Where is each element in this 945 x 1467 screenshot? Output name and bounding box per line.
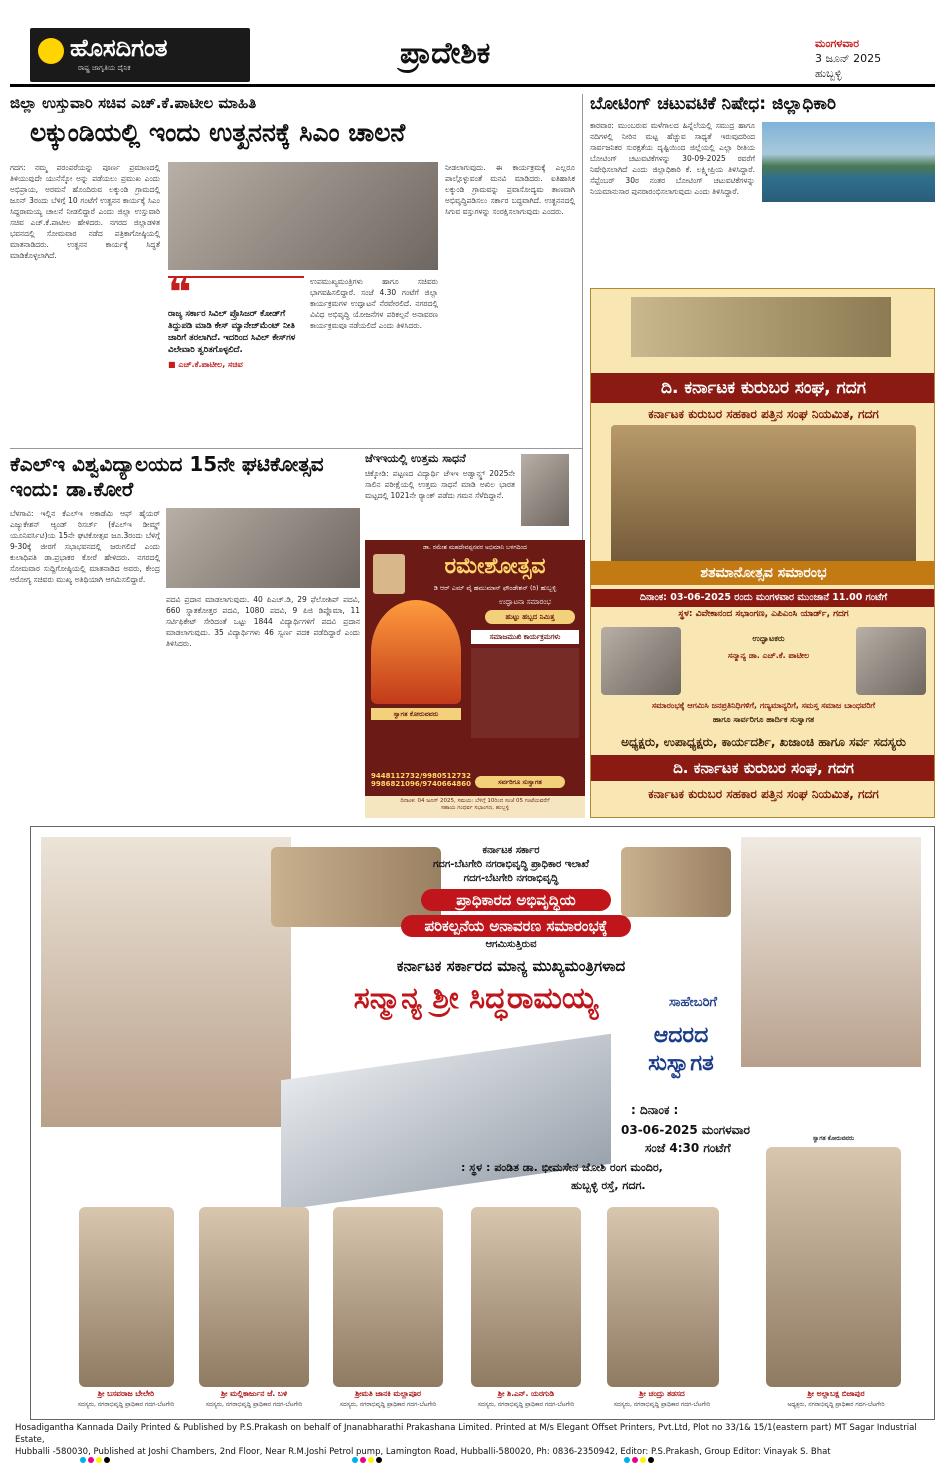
student-photo <box>521 454 569 526</box>
cm-title-line: ಕರ್ನಾಟಕ ಸರ್ಕಾರದ ಮಾನ್ಯ ಮುಖ್ಯಮಂತ್ರಿಗಳಾದ <box>396 957 626 975</box>
welcome-line: ಹಾಗೂ ಸಾರ್ವರಿಗೂ ಹಾರ್ದಿಕ ಸುಸ್ವಾಗತ <box>712 715 815 724</box>
member-role-4: ಸದಸ್ಯರು, ನಗರಾಭಿವೃದ್ಧಿ ಪ್ರಾಧಿಕಾರ ಗದಗ-ಬೆಟಗೇರಿ <box>477 1401 575 1408</box>
highlight-line-2: ಪರಿಕಲ್ಪನೆಯ ಅನಾವರಣ ಸಮಾರಂಭಕ್ಕೆ <box>401 915 631 937</box>
member-portrait-5 <box>607 1207 719 1387</box>
boating-text: ಕಾರವಾರ: ಮುಂಬರುವ ಮಳೆಗಾಲದ ಹಿನ್ನೆಲೆಯಲ್ಲಿ ಸಮುದ್ರ ಹಾಗೂ ನದಿಗಳಲ್ಲಿ ನೀರಿನ ಮಟ್ಟ ಹೆಚ್ಚುವ ಸಾಧ್ಯತೆ ಇರುವುದರಿಂದ ಸಾರ್ವಜನಿಕರ ಸುರಕ್ಷತೆಯ ದೃಷ್ಟಿಯಿಂದ ಜಿಲ್ಲೆಯಲ್ಲಿ ಎಲ್ಲಾ ರೀತಿಯ ಬೋಟಿಂಗ್ ಚಟುವಟಿಕೆಗಳನ್ನು 30-09-2025 ರವರೆಗೆ ನಿಷೇಧಿಸಲಾಗಿದೆ ಎಂದು ಜಿಲ್ಲಾಧಿಕಾರಿ ಕೆ. ಲಕ್ಷ್ಮೀಪ್ರಿಯ ತಿಳಿಸಿದ್ದಾರೆ. ಸೆಪ್ಟೆಂಬರ್ 30ರ ನಂತರ ಬೋಟಿಂಗ್ ಚಟುವಟಿಕೆಗಳನ್ನು ನಿಯಮಾನುಸಾರ ಪುನರಾರಂಭಿಸಲಾಗುವುದು ಎಂದು ತಿಳಿಸಿದ್ದಾರೆ. <box>590 121 755 196</box>
story-lakkundi <box>10 94 575 444</box>
event-time: ಸಂಜೆ 4:30 ಗಂಟೆಗೆ <box>645 1141 731 1155</box>
logo-text: ಹೊಸದಿಗಂತ <box>70 34 168 62</box>
member-role-3: ಸದಸ್ಯರು, ನಗರಾಭಿವೃದ್ಧಿ ಪ್ರಾಧಿಕಾರ ಗದಗ-ಬೆಟಗೇರಿ <box>339 1401 437 1408</box>
jee-headline[interactable]: ಜೆಇಇಯಲ್ಲಿ ಉತ್ತಮ ಸಾಧನೆ <box>365 452 466 465</box>
all-welcome: ಸರ್ವರಿಗೂ ಸುಸ್ವಾಗತ <box>475 776 565 788</box>
couple-photo <box>373 554 405 594</box>
venue-line: ಸಹಾಯ ಗಂಧರ್ವ ಸಭಾಂಗಣ, ಹುಬ್ಬಳ್ಳಿ <box>440 805 510 811</box>
foundation-name: ಡಿ ಆರ್ ಎಮ್ ವೈ ಹಮುಮಾನ್ ಫೌಂಡೇಶನ್ (ರಿ) ಹುಬ್ಬಳ್ಳಿ <box>433 584 557 592</box>
kle-headline[interactable]: ಕೆಎಲ್‌ಇ ವಿಶ್ವವಿದ್ಯಾಲಯದ 15ನೇ ಘಟಿಕೋತ್ಸವ ಇಂದು: ಡಾ.ಕೋರೆ <box>10 452 324 501</box>
invite-line: ಸಮಾರಂಭಕ್ಕೆ ಆಗಮಿಸಿ ಜನಪ್ರತಿನಿಧಿಗಳಿಗೆ, ಗಣ್ಯಮಾನ್ಯರಿಗೆ, ಸಮಸ್ತ ಸಮಾಜ ಬಾಂಧವರಿಗೆ <box>651 701 876 710</box>
kle-press-photo <box>166 508 360 588</box>
jee-text: ಚಿಕ್ಕೋಡಿ: ಪಟ್ಟಣದ ವಿದ್ಯಾರ್ಥಿ ಜೆಇಇ ಅಡ್ವಾನ್ಸ್ಡ್ 2025ನೇ ಸಾಲಿನ ಪರೀಕ್ಷೆಯಲ್ಲಿ ಉತ್ತಮ ಸಾಧನೆ ಮಾಡಿ ಅಖಿಲ ಭಾರತ ಮಟ್ಟದಲ್ಲಿ 1021ನೇ ರ‍್ಯಾಂಕ್ ಪಡೆದು ಗಮನ ಸೆಳೆದಿದ್ದಾನೆ. <box>365 469 515 500</box>
chairman-portrait <box>766 1147 901 1387</box>
date-line: ದಿನಾಂಕ: 04 ಜೂನ್ 2025, ಸಮಯ: ಬೆಳಿಗ್ಗೆ 10ರಿಂದ ಸಂಜೆ 05 ಗಂಟೆಯವರೆಗೆ <box>400 798 550 804</box>
kle-column-1: ಬೆಳಗಾವಿ: ಇಲ್ಲಿನ ಕೆಎಲ್‌ಇ ಅಕಾಡೆಮಿ ಆಫ್ ಹೈಯರ್ ಎಜ್ಯುಕೇಶನ್ ಆ್ಯಂಡ್ ರಿಸರ್ಚ್ (ಕೆಎಲ್‌ಇ ಡೀಮ್ಡ್ ಯೂನಿವರ್ಸಿಟಿ)ಯ 15ನೇ ಘಟಿಕೋತ್ಸವ ಜೂ.3ರಂದು ಬೆಳಿಗ್ಗೆ 9-30ಕ್ಕೆ ಜೀರಗೆ ಸಭಾಭವನದಲ್ಲಿ ಜರುಗಲಿದೆ ಎಂದು ಕುಲಾಧಿಪತಿ ಡಾ.ಪ್ರಭಾಕರ ಕೋರೆ ಹೇಳಿದರು. ನಗರದಲ್ಲಿ ಸೋಮವಾರ ಸುದ್ದಿಗೋಷ್ಠಿಯಲ್ಲಿ ಮಾತನಾಡಿದ ಅವರು, ಕೇಂದ್ರ ಆರೋಗ್ಯ ಸಚಿವರು ಮುಖ್ಯ ಅತಿಥಿಯಾಗಿ ಆಗಮಿಸಲಿದ್ದಾರೆ. <box>10 509 160 584</box>
story-boating <box>590 94 935 284</box>
quote-box: ❝ ರಾಜ್ಯ ಸರ್ಕಾರ ಸಿವಿಲ್ ಪ್ರೊಸಿಜರ್ ಕೋಡ್‌ಗೆ ತಿದ್ದುಪಡಿ ಮಾಡಿ ಕೇಸ್ ಮ್ಯಾನೇಜ್‌ಮೆಂಟ್ ನೀತಿ ಜಾರಿಗೆ ತರಲಾಗಿದೆ. ಇದರಿಂದ ಸಿವಿಲ್ ಕೇಸ್‌ಗಳ ವಿಲೇವಾರಿ ತ್ವರಿತಗೊಳ್ಳಲಿದೆ. ■ ಎಚ್.ಕೆ.ಪಾಟೀಲ, ಸಚಿವ <box>168 276 304 442</box>
org-name-footer-2: ಕರ್ನಾಟಕ ಕುರುಬರ ಸಹಕಾರ ಪತ್ತಿನ ಸಂಘ ನಿಯಮಿತ, ಗದಗ <box>648 787 879 801</box>
event-date: 03-06-2025 ಮಂಗಳವಾರ <box>621 1123 750 1137</box>
kle-column-2: ಪದವಿ ಪ್ರದಾನ ಮಾಡಲಾಗುವುದು. 40 ಪಿಎಚ್.ಡಿ, 29 ಫೆಲೋಶಿಪ್ ಪದವಿ, 660 ಸ್ನಾತಕೋತ್ತರ ಪದವಿ, 1080 ಪದವಿ, 9 ಪಿಜಿ ಡಿಪ್ಲೊಮಾ, 11 ಸರ್ಟಿಫಿಕೇಟ್ ಸೇರಿದಂತೆ ಒಟ್ಟು 1844 ವಿದ್ಯಾರ್ಥಿಗಳಿಗೆ ಪದವಿ ಪ್ರದಾನ ಮಾಡಲಾಗುವುದು. 35 ವಿದ್ಯಾರ್ಥಿಗಳು 46 ಸ್ವರ್ಣ ಪದಕ ಪಡೆದಿದ್ದಾರೆ ಎಂದು ತಿಳಿಸಿದರು. <box>166 595 360 648</box>
story-column-3: ನೀಡಲಾಗುವುದು. ಈ ಕಾರ್ಯಕ್ರಮಕ್ಕೆ ಎಲ್ಲರೂ ಪಾಲ್ಗೊಳ್ಳುವಂತೆ ಮನವಿ ಮಾಡಿದರು. ಐತಿಹಾಸಿಕ ಲಕ್ಕುಂಡಿ ಗ್ರಾಮವನ್ನು ಪ್ರವಾಸೋದ್ಯಮ ತಾಣವಾಗಿ ಅಭಿವೃದ್ಧಿಪಡಿಸಲು ಸರ್ಕಾರ ಬದ್ಧವಾಗಿದೆ. ಉತ್ಖನನದಲ್ಲಿ ಸಿಗುವ ವಸ್ತುಗಳನ್ನು ಸಂರಕ್ಷಿಸಲಾಗುವುದು ಎಂದರು. <box>445 163 575 216</box>
cm-name: ಸನ್ಮಾನ್ಯ ಶ್ರೀ ಸಿದ್ಧರಾಮಯ್ಯ <box>353 981 599 1016</box>
member-name-4: ಶ್ರೀ ಶಿ.ಎನ್. ಯರಗುಡಿ <box>497 1389 555 1398</box>
org-banner-1: ದಿ. ಕರ್ನಾಟಕ ಕುರುಬರ ಸಂಘ, ಗದಗ <box>591 373 935 403</box>
development-render <box>281 1034 611 1210</box>
member-name-5: ಶ್ರೀ ಚಂದ್ರು ತಡಸದ <box>639 1389 685 1398</box>
member-name-2: ಶ್ರೀ ಮಲ್ಲಿಕಾರ್ಜುನ ಜೆ. ಬಳಿ <box>220 1389 288 1398</box>
centenary-title: ಶತಮಾನೋತ್ಸವ ಸಮಾರಂಭ <box>591 561 935 585</box>
sea-boat-photo <box>762 122 935 202</box>
venue-line-2: ಹುಬ್ಬಳ್ಳಿ ರಸ್ತೆ, ಗದಗ. <box>571 1179 646 1192</box>
kuruba-centenary-ad[interactable] <box>590 288 935 818</box>
story-jee <box>365 452 575 536</box>
welcome-word-1: ಆದರದ <box>653 1023 709 1048</box>
member-portrait-3 <box>333 1207 443 1387</box>
authority-line: ಗದಗ-ಬೆಟಗೇರಿ ನಗರಾಭಿವೃದ್ಧಿ <box>463 873 559 884</box>
date-venue-strip <box>365 796 585 818</box>
govt-line: ಕರ್ನಾಟಕ ಸರ್ಕಾರ <box>482 845 540 856</box>
quote-text: ರಾಜ್ಯ ಸರ್ಕಾರ ಸಿವಿಲ್ ಪ್ರೊಸಿಜರ್ ಕೋಡ್‌ಗೆ ತಿದ್ದುಪಡಿ ಮಾಡಿ ಕೇಸ್ ಮ್ಯಾನೇಜ್‌ಮೆಂಟ್ ನೀತಿ ಜಾರಿಗೆ ತರಲಾಗಿದೆ. ಇದರಿಂದ ಸಿವಿಲ್ ಕೇಸ್‌ಗಳ ವಿಲೇವಾರಿ ತ್ವರಿತಗೊಳ್ಳಲಿದೆ. <box>168 309 296 355</box>
imprint-line-1: Hosadigantha Kannada Daily Printed & Published by P.S.Prakash on behalf of Jnanabharathi Prakashana Limited. Printed at M/s Elegant Offset Printers, Pvt.Ltd, Plot no 33/1& 15/1(eastern part) MT Sagar Industrial Estate, <box>15 1423 917 1445</box>
venue-line-1: : ಸ್ಥಳ : ಪಂಡಿತ ಡಾ. ಭೀಮಸೇನ ಜೋಶಿ ರಂಗ ಮಂದಿರ, <box>461 1161 663 1174</box>
rameshotsava-ad[interactable] <box>365 540 585 818</box>
cm-portrait <box>41 837 291 1127</box>
quote-source: ಎಚ್.ಕೆ.ಪಾಟೀಲ, ಸಚಿವ <box>178 360 243 369</box>
member-role-5: ಸದಸ್ಯರು, ನಗರಾಭಿವೃದ್ಧಿ ಪ್ರಾಧಿಕಾರ ಗದಗ-ಬೆಟಗೇರಿ <box>613 1401 711 1408</box>
imprint-line-2: Hubballi -580030, Published at Joshi Chambers, 2nd Floor, Near R.M.Joshi Petrol pump, Lamington Road, Hubballi-580020, Ph: 0836-2350942, Editor: P.S.Prakash, Group Editor: Vinayak S. Bhat <box>15 1447 831 1457</box>
org-name-2: ಕರ್ನಾಟಕ ಕುರುಬರ ಸಹಕಾರ ಪತ್ತಿನ ಸಂಘ ನಿಯಮಿತ, ಗದಗ <box>648 407 879 421</box>
hosts-line: ಅಧ್ಯಕ್ಷರು, ಉಪಾಧ್ಯಕ್ಷರು, ಕಾರ್ಯದರ್ಶಿ, ಖಜಾಂಚಿ ಹಾಗೂ ಸರ್ವ ಸದಸ್ಯರು <box>621 735 906 749</box>
date-block <box>815 36 935 81</box>
inaugurator-label: ಉದ್ಘಾಟಕರು <box>752 634 785 643</box>
programs-list <box>471 648 579 738</box>
registration-marks <box>80 1448 880 1456</box>
member-portrait-4 <box>471 1207 581 1387</box>
welcome-label: ಸ್ವಾಗತ ಕೋರುವವರು <box>371 708 461 720</box>
chairman-role: ಅಧ್ಯಕ್ಷರು, ನಗರಾಭಿವೃದ್ಧಿ ಪ್ರಾಧಿಕಾರ ಗದಗ-ಬೆಟಗೇರಿ <box>787 1401 885 1408</box>
guest-portrait-2 <box>856 627 926 695</box>
ad-top-line: ಡಾ. ರಮೇಶ ಮಹದೇವಪ್ಪನವರ ಅಭಿಮಾನಿ ಬಳಗದಿಂದ <box>423 544 527 551</box>
occasion-pill: ಹುಟ್ಟು ಹಬ್ಬದ ನಿಮಿತ್ತ <box>485 610 575 624</box>
section-divider <box>10 448 582 449</box>
city-name: ಹುಬ್ಬಳ್ಳಿ <box>815 67 842 80</box>
story-kicker: ಜಿಲ್ಲಾ ಉಸ್ತುವಾರಿ ಸಚಿವ ಎಚ್.ಕೆ.ಪಾಟೀಲ ಮಾಹಿತಿ <box>10 94 257 112</box>
boating-headline[interactable]: ಬೋಟಿಂಗ್ ಚಟುವಟಿಕೆ ನಿಷೇಧ: ಜಿಲ್ಲಾಧಿಕಾರಿ <box>590 94 837 114</box>
member-role-2: ಸದಸ್ಯರು, ನಗರಾಭಿವೃದ್ಧಿ ಪ್ರಾಧಿಕಾರ ಗದಗ-ಬೆಟಗೇರಿ <box>205 1401 303 1408</box>
arriving-line: ಆಗಮಿಸುತ್ತಿರುವ <box>485 939 537 950</box>
member-name-1: ಶ್ರೀ ಬಸವರಾಜ ಬೇಲೇರಿ <box>97 1389 155 1398</box>
event-venue: ಸ್ಥಳ: ವಿವೇಕಾನಂದ ಸಭಾಂಗಣ, ಎಪಿಎಂಸಿ ಯಾರ್ಡ್, ಗದಗ <box>678 609 849 619</box>
ad-title: ರಮೇಶೋತ್ಸವ <box>444 554 546 579</box>
date-text: 3 ಜೂನ್ 2025 <box>815 52 882 65</box>
person-portrait <box>371 600 461 704</box>
story-headline[interactable]: ಲಕ್ಕುಂಡಿಯಲ್ಲಿ ಇಂದು ಉತ್ಖನನಕ್ಕೆ ಸಿಎಂ ಚಾಲನೆ <box>30 118 406 147</box>
newspaper-logo[interactable] <box>30 28 250 82</box>
quote-mark-icon: ❝ <box>168 270 192 316</box>
press-meet-photo <box>168 162 438 270</box>
org-banner-footer-1: ದಿ. ಕರ್ನಾಟಕ ಕುರುಬರ ಸಂಘ, ಗದಗ <box>591 755 935 781</box>
story-kle <box>10 452 360 818</box>
guest-portrait-1 <box>601 627 681 695</box>
cm-welcome-ad[interactable] <box>30 826 935 1420</box>
edition-title: ಪ್ರಾದೇಶಿಕ <box>400 36 491 71</box>
dept-line: ಗದಗ-ಬೆಟಗೇರಿ ನಗರಾಭಿವೃದ್ಧಿ ಪ್ರಾಧಿಕಾರ ಇಲಾಖೆ <box>433 859 589 870</box>
date-label: : ದಿನಾಂಕ : <box>631 1103 679 1117</box>
honorific: ಸಾಹೇಬರಿಗೆ <box>669 995 717 1010</box>
phone-numbers: 9448112732/9980512732 9986821096/9740664860 <box>371 772 471 788</box>
highlight-line-1: ಪ್ರಾಧಿಕಾರದ ಅಭಿವೃದ್ಧಿಯ <box>421 889 611 911</box>
member-portrait-2 <box>199 1207 309 1387</box>
masthead-rule <box>10 84 935 87</box>
member-portrait-1 <box>79 1207 174 1387</box>
chief-guest: ಸನ್ಮಾನ್ಯ ಡಾ. ಎಚ್.ಕೆ. ಪಾಟೀಲ <box>727 651 810 660</box>
masthead <box>0 0 945 92</box>
chairman-name: ಶ್ರೀ ಅಲ್ಲಾಬಕ್ಷ ಬಿಜಾಪುರ <box>807 1389 865 1398</box>
founders-portraits <box>631 297 891 357</box>
welcome-by-label: ಸ್ವಾಗತ ಕೋರುವವರು <box>812 1135 855 1142</box>
story-column-2: ಉಪಮುಖ್ಯಮಂತ್ರಿಗಳು ಹಾಗೂ ಸಚಿವರು ಭಾಗವಹಿಸಲಿದ್ದಾರೆ. ಸಂಜೆ 4.30 ಗಂಟೆಗೆ ಜಿಲ್ಲಾ ಕಾರ್ಯಕ್ರಮಗಳ ಉದ್ಘಾಟನೆ ನೆರವೇರಲಿದೆ. ನಗರದಲ್ಲಿ ವಿವಿಧ ಅಭಿವೃದ್ಧಿ ಯೋಜನೆಗಳ ಪರಿಕಲ್ಪನೆ ಅನಾವರಣ ಕಾರ್ಯಕ್ರಮವೂ ನಡೆಯಲಿದೆ ಎಂದು ತಿಳಿಸಿದರು. <box>310 277 438 330</box>
logo-tagline: ರಾಷ್ಟ್ರ ಜಾಗೃತಿಯ ದೈನಿಕ <box>78 64 131 72</box>
programs-heading: ಸಮಾಜಮುಖಿ ಕಾರ್ಯಕ್ರಮಗಳು <box>471 630 579 644</box>
minister-portrait <box>741 837 921 1067</box>
story-column-1: ಗದಗ: ನಮ್ಮ ಪರಂಪರೆಯನ್ನು ಪೂರ್ಣ ಪ್ರಮಾಣದಲ್ಲಿ ತಿಳಿಯುವುದೇ ಯುನೆಸ್ಕೋ ಅನ್ನು ಪಡೆಯಲು ಪ್ರಮುಖ ಎಂದು ಅಭಿಪ್ರಾಯ, ಅರಮನೆ ಹೊಂದಿರುವ ಲಕ್ಕುಂಡಿ ಗ್ರಾಮದಲ್ಲಿ ಜೂನ್ 3ರಂದು ಬೆಳಿಗ್ಗೆ 10 ಗಂಟೆಗೆ ಉತ್ಖನನ ಕಾರ್ಯಕ್ಕೆ ಸಿಎಂ ಸಿದ್ದರಾಮಯ್ಯ ಚಾಲನೆ ನೀಡಲಿದ್ದಾರೆ ಎಂದು ಜಿಲ್ಲಾ ಉಸ್ತುವಾರಿ ಸಚಿವ ಎಚ್.ಕೆ.ಪಾಟೀಲ ಹೇಳಿದರು. ನಗರದ ಜಿಲ್ಲಾಡಳಿತ ಭವನದಲ್ಲಿ ಸೋಮವಾರ ನಡೆದ ಪತ್ರಿಕಾಗೋಷ್ಠಿಯಲ್ಲಿ ಮಾತನಾಡಿದರು. ಉತ್ಖನನ ಕಾರ್ಯಕ್ಕೆ ಸಿದ್ಧತೆ ಮಾಡಿಕೊಳ್ಳಲಾಗಿದೆ. <box>10 163 160 260</box>
member-name-3: ಶ್ರೀಮತಿ ಜಾನಕಿ ಮಲ್ಲಾಪೂರ <box>355 1389 421 1398</box>
day-name: ಮಂಗಳವಾರ <box>815 37 860 50</box>
event-label: ಉದ್ಘಾಟನಾ ಸಮಾರಂಭ <box>498 598 552 606</box>
member-role-1: ಸದಸ್ಯರು, ನಗರಾಭಿವೃದ್ಧಿ ಪ್ರಾಧಿಕಾರ ಗದಗ-ಬೆಟಗೇರಿ <box>77 1401 175 1408</box>
event-date: ದಿನಾಂಕ: 03-06-2025 ರಂದು ಮಂಗಳವಾರ ಮುಂಜಾನೆ 11.00 ಗಂಟೆಗೆ <box>591 589 935 607</box>
centenary-artwork <box>611 425 916 575</box>
sun-emblem-icon <box>38 38 64 64</box>
welcome-word-2: ಸುಸ್ವಾಗತ <box>648 1051 714 1076</box>
